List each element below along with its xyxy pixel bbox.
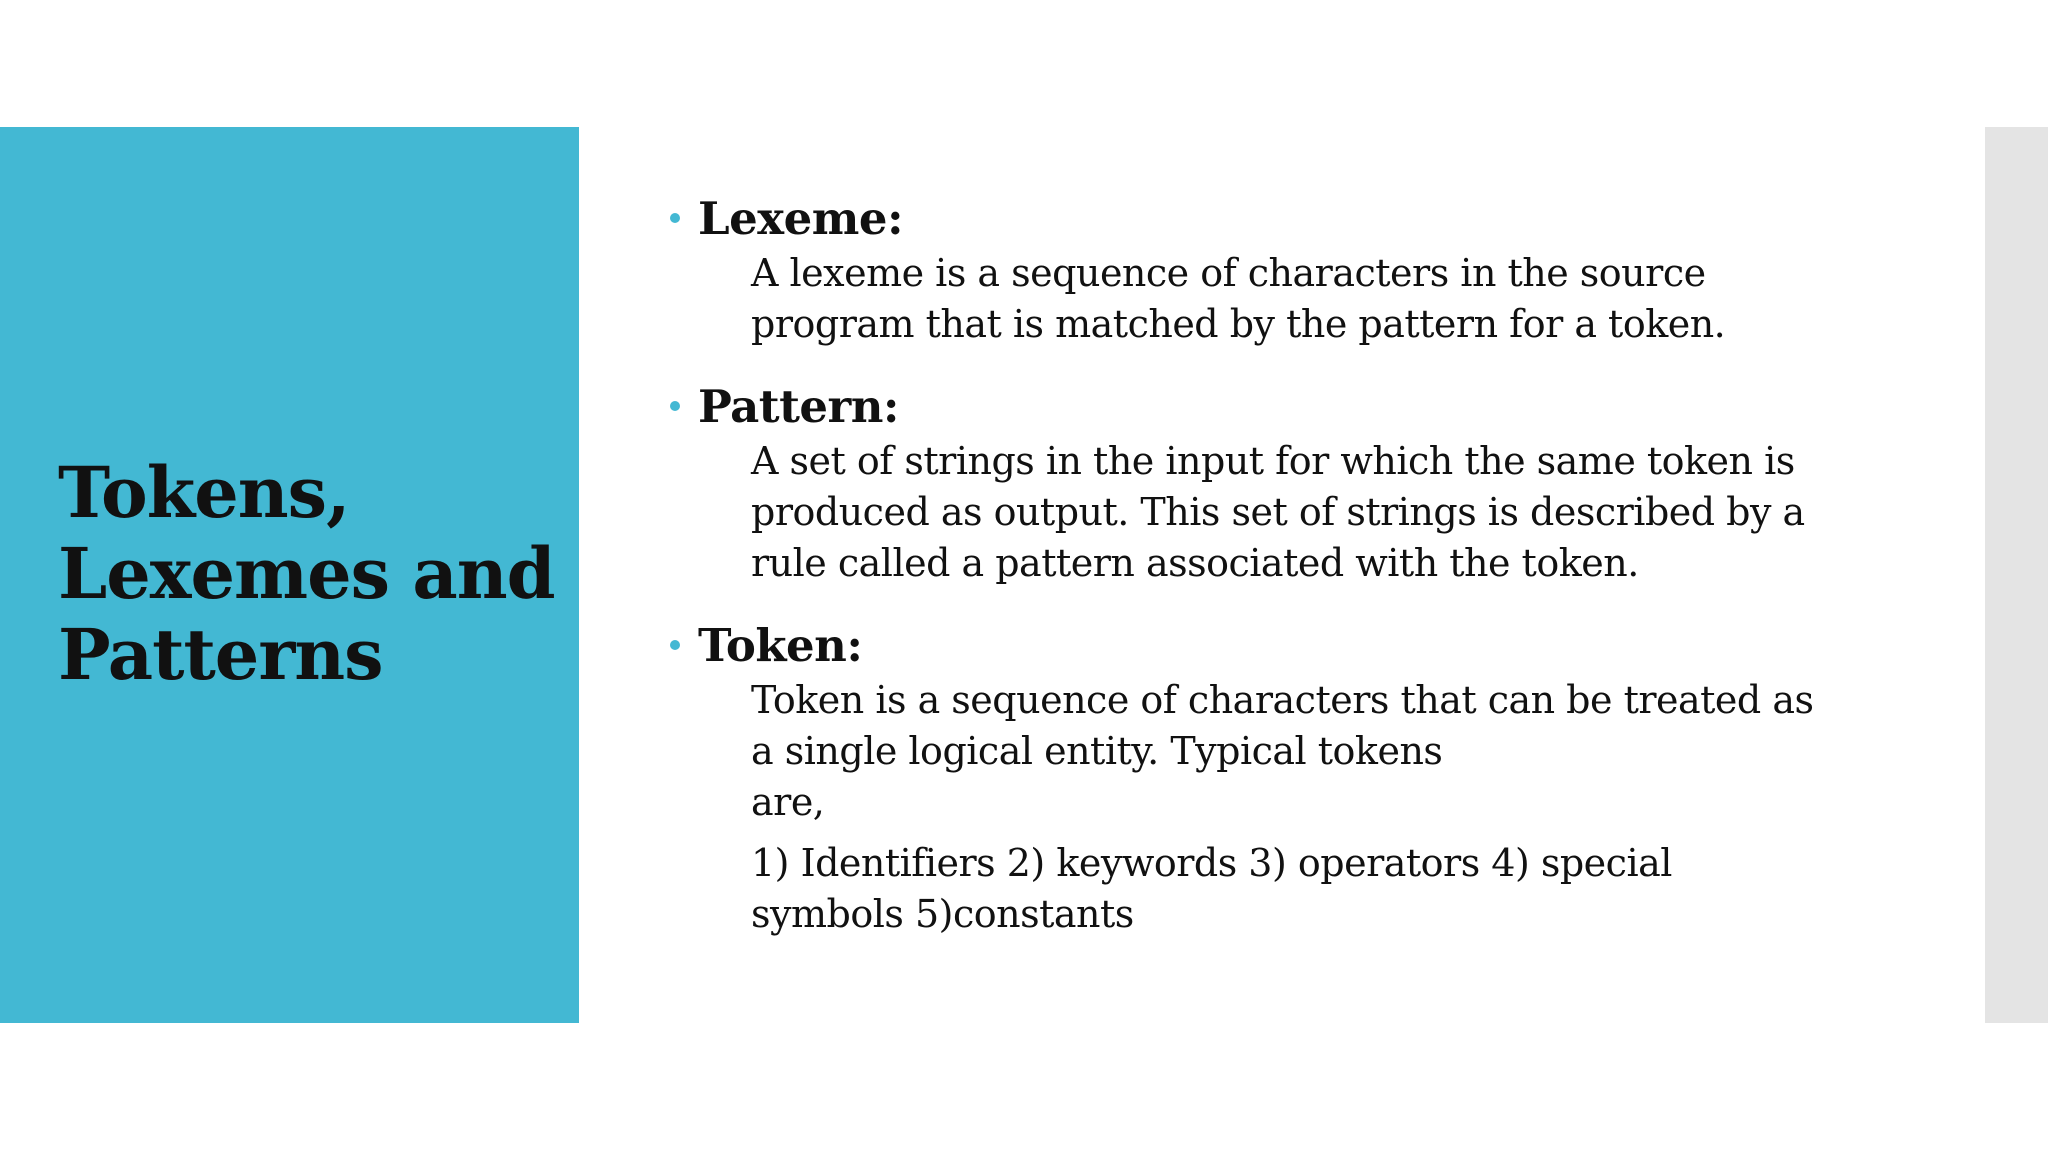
list-item-pattern <box>660 376 1960 589</box>
side-strip <box>1985 127 2048 1023</box>
term-description: A lexeme is a sequence of characters in the source program that is matched by the pattern for a token. <box>751 251 1726 346</box>
slide-title: Tokens, Lexemes and Patterns <box>58 451 555 696</box>
list-item-lexeme <box>660 188 1960 350</box>
bullet-icon <box>670 213 680 223</box>
token-examples: 1) Identifiers 2) keywords 3) operators 4) special symbols 5)constants <box>751 841 1672 936</box>
term-label: Token: <box>698 618 863 672</box>
term-label: Pattern: <box>698 379 900 433</box>
content-list <box>660 188 1960 966</box>
bullet-icon <box>670 640 680 650</box>
term-description: A set of strings in the input for which the same token is produced as output. This set of strings is described by a rule called a pattern associated with the token. <box>751 439 1805 585</box>
list-item-token <box>660 615 1960 940</box>
term-label: Lexeme: <box>698 191 904 245</box>
list-item-head <box>660 615 1960 675</box>
bullet-icon <box>670 401 680 411</box>
list-item-head <box>660 376 1960 436</box>
list-item-head <box>660 188 1960 248</box>
term-description: Token is a sequence of characters that can be treated as a single logical entity. Typical tokens are, <box>751 678 1814 824</box>
